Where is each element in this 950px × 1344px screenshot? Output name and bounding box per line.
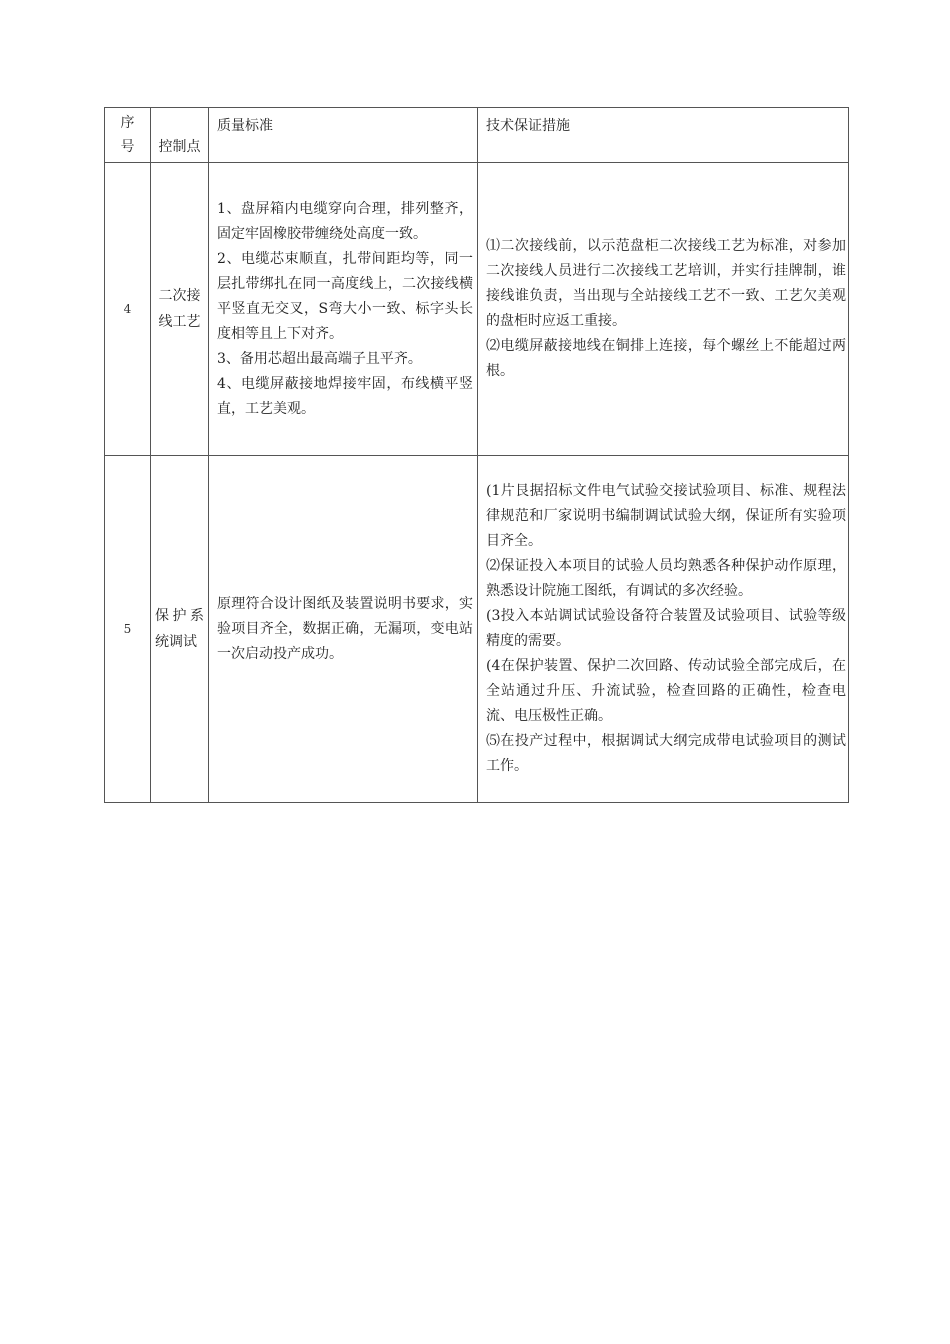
header-quality-standard: 质量标准 [209, 108, 478, 163]
header-tech-measures: 技术保证措施 [478, 108, 849, 163]
measure-item: (3投入本站调试试验设备符合装置及试验项目、试验等级精度的需要。 [486, 608, 846, 649]
standard-item: 2、电缆芯束顺直，扎带间距均等，同一层扎带绑扎在同一高度线上，二次接线横平竖直无交叉，S弯大小一致、标字头长度相等且上下对齐。 [217, 250, 473, 342]
standard-item: 4、电缆屏蔽接地焊接牢固，布线横平竖直，工艺美观。 [217, 375, 473, 417]
quality-control-table [104, 107, 849, 803]
measure-item: ⑵保证投入本项目的试验人员均熟悉各种保护动作原理，熟悉设计院施工图纸，有调试的多次经验。 [486, 558, 846, 599]
table-row [105, 163, 849, 456]
table-row [105, 456, 849, 803]
table-header-row [105, 108, 849, 163]
measure-item: ⑵电缆屏蔽接地线在铜排上连接，每个螺丝上不能超过两根。 [486, 338, 846, 379]
row-quality-standard [209, 456, 478, 803]
row-control-point: 保护系统调试 [151, 456, 209, 803]
row-seq: 4 [105, 163, 151, 456]
measure-item: (4在保护装置、保护二次回路、传动试验全部完成后，在全站通过升压、升流试验，检查回路的正确性，检查电流、电压极性正确。 [486, 658, 846, 724]
row-seq: 5 [105, 456, 151, 803]
measure-item: ⑸在投产过程中，根据调试大纲完成带电试验项目的测试工作。 [486, 733, 846, 774]
row-control-point: 二次接线工艺 [151, 163, 209, 456]
header-seq [105, 108, 151, 163]
row-tech-measures [478, 456, 849, 803]
header-seq-line1: 序 [120, 115, 135, 131]
standard-item: 3、备用芯超出最高端子且平齐。 [217, 350, 422, 367]
row-tech-measures [478, 163, 849, 456]
header-seq-line2: 号 [120, 139, 135, 155]
row-quality-standard [209, 163, 478, 456]
measure-item: ⑴二次接线前，以示范盘柜二次接线工艺为标准，对参加二次接线人员进行二次接线工艺培训，并实行挂牌制，谁接线谁负责，当出现与全站接线工艺不一致、工艺欠美观的盘柜时应返工重接。 [486, 238, 846, 329]
header-control-point: 控制点 [151, 108, 209, 163]
measure-item: (1片艮据招标文件电气试验交接试验项目、标准、规程法律规范和厂家说明书编制调试试验大纲，保证所有实验项目齐全。 [486, 483, 846, 549]
standard-item: 1、盘屏箱内电缆穿向合理，排列整齐，固定牢固橡胶带缠绕处高度一致。 [217, 200, 473, 242]
standard-item: 原理符合设计图纸及装置说明书要求，实验项目齐全，数据正确，无漏项，变电站一次启动投产成功。 [217, 595, 473, 662]
